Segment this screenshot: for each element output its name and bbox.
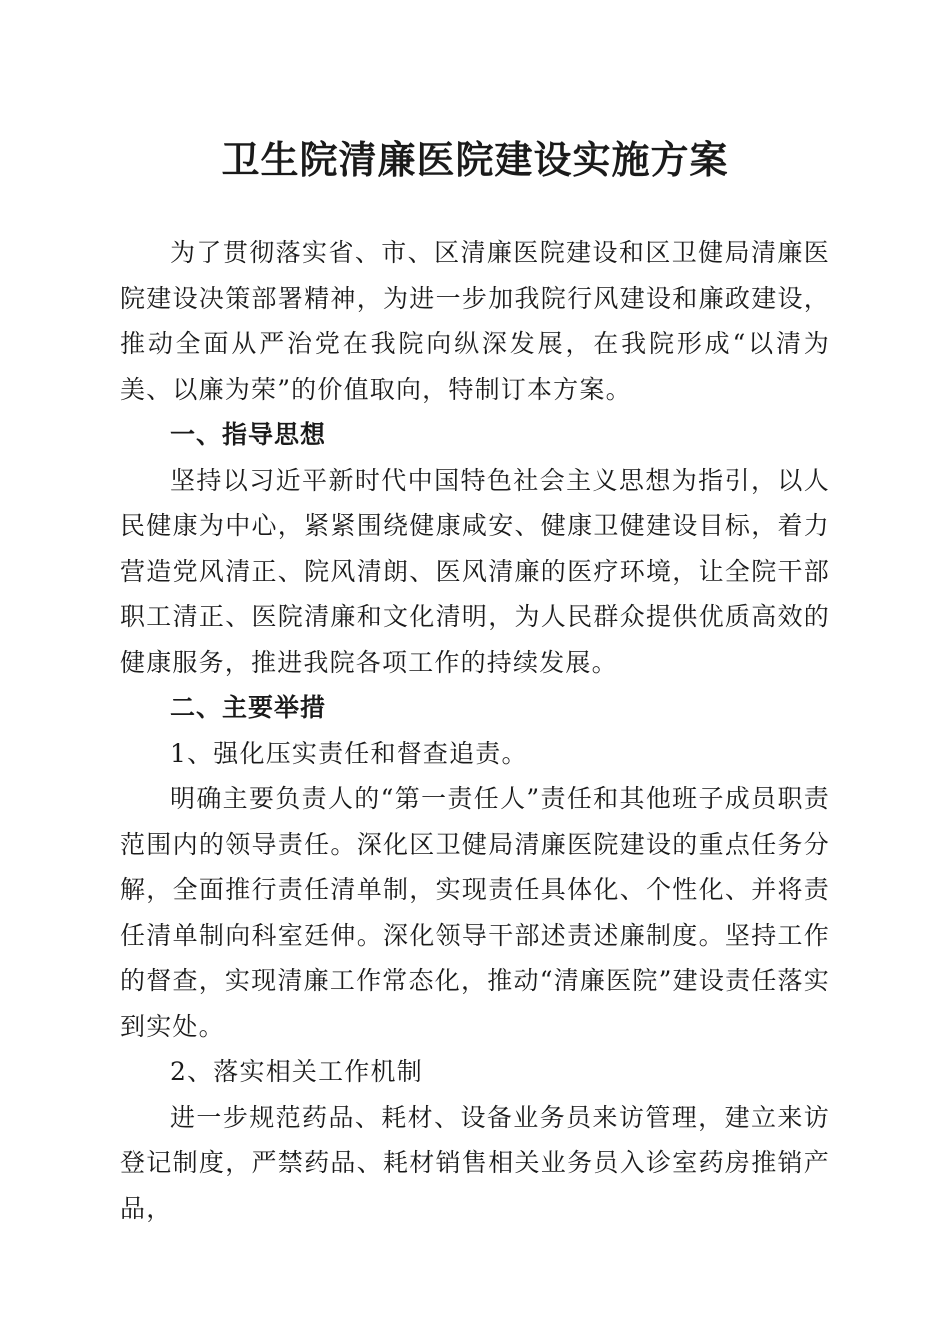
measure-2-title: 2、落实相关工作机制 <box>170 1057 423 1086</box>
document-body <box>120 230 830 1231</box>
document-title: 卫生院清廉医院建设实施方案 <box>221 137 729 182</box>
measure-1-title: 1、强化压实责任和督查追责。 <box>170 738 528 768</box>
section-heading-guiding-ideology: 一、指导思想 <box>170 420 327 449</box>
guiding-ideology-paragraph: 坚持以习近平新时代中国特色社会主义思想为指引，以人民健康为中心，紧紧围绕健康咸安、健康卫健建设目标，着力营造党风清正、院风清朗、医风清廉的医疗环境，让全院干部职工清正、医院清廉和文化清明，为人民群众提供优质高效的健康服务，推进我院各项工作的持续发展。 <box>120 465 830 677</box>
section-heading-main-measures: 二、主要举措 <box>170 693 327 722</box>
measure-1-paragraph: 明确主要负责人的“第一责任人”责任和其他班子成员职责范围内的领导责任。深化区卫健局清廉医院建设的重点任务分解，全面推行责任清单制，实现责任具体化、个性化、并将责任清单制向科室廷伸。深化领导干部述责述廉制度。坚持工作的督查，实现清廉工作常态化，推动“清廉医院”建设责任落实到实处。 <box>120 784 830 1041</box>
intro-paragraph: 为了贯彻落实省、市、区清廉医院建设和区卫健局清廉医院建设决策部署精神，为进一步加我院行风建设和廉政建设，推动全面从严治党在我院向纵深发展，在我院形成“以清为美、以廉为荣”的价值取向，特制订本方案。 <box>120 238 830 404</box>
measure-2-paragraph: 进一步规范药品、耗材、设备业务员来访管理，建立来访登记制度，严禁药品、耗材销售相关业务员入诊室药房推销产品， <box>120 1102 830 1223</box>
